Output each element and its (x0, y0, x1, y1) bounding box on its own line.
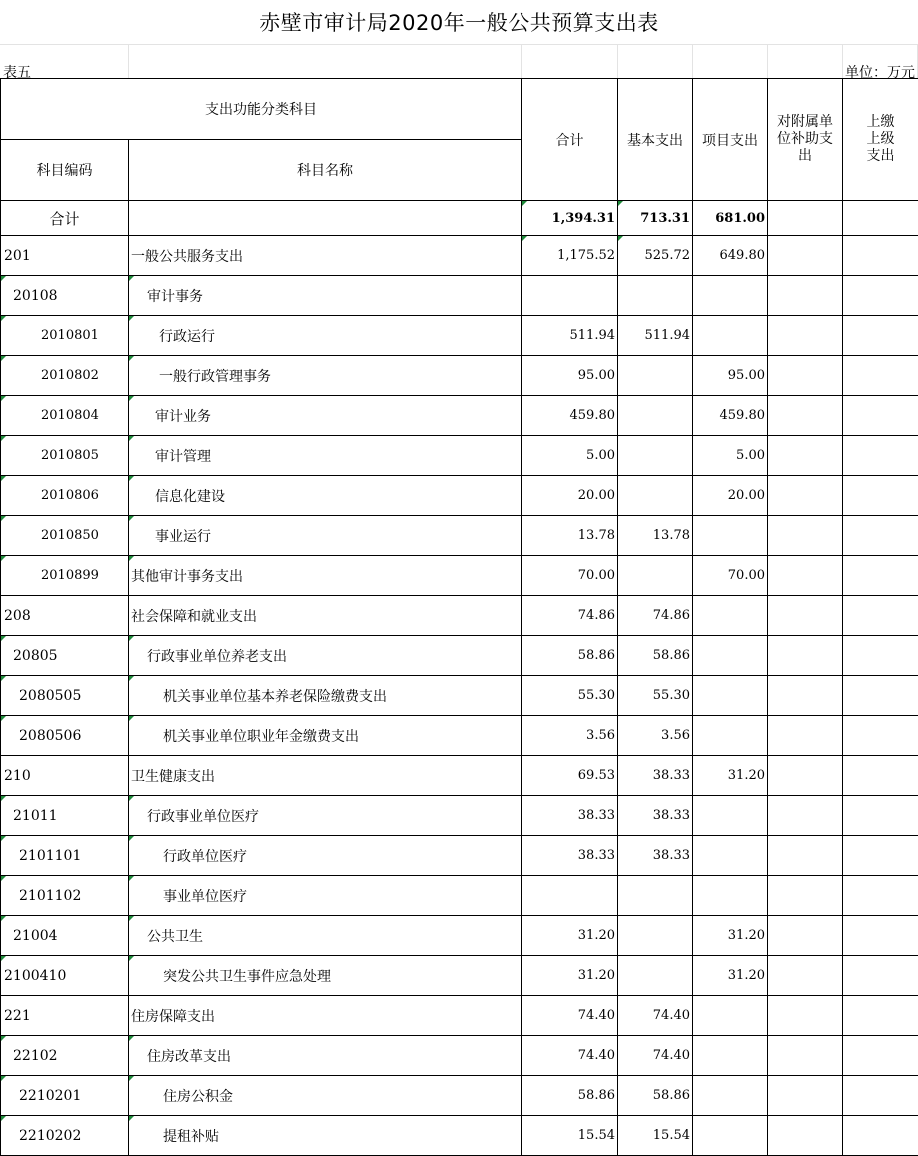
account-code-cell[interactable]: 21011 (1, 796, 129, 836)
amount-subsidy-cell[interactable] (768, 996, 843, 1036)
amount-basic-cell[interactable] (618, 436, 693, 476)
amount-remit-cell[interactable] (843, 836, 918, 876)
account-name-cell[interactable]: 提租补贴 (129, 1116, 522, 1156)
amount-project-cell[interactable]: 20.00 (693, 476, 768, 516)
amount-subsidy-cell[interactable] (768, 316, 843, 356)
header-total[interactable]: 合计 (522, 79, 618, 201)
account-name-cell[interactable]: 事业运行 (129, 516, 522, 556)
account-name-cell[interactable]: 事业单位医疗 (129, 876, 522, 916)
amount-basic-cell[interactable] (618, 276, 693, 316)
account-name-cell[interactable]: 社会保障和就业支出 (129, 596, 522, 636)
header-function-category[interactable]: 支出功能分类科目 (1, 79, 522, 140)
amount-basic-cell[interactable] (618, 356, 693, 396)
header-remit-label: 上缴上级支出 (866, 114, 895, 164)
header-basic[interactable]: 基本支出 (618, 79, 693, 201)
amount-project-cell[interactable] (693, 836, 768, 876)
amount-project-cell[interactable]: 70.00 (693, 556, 768, 596)
account-code-cell[interactable]: 21004 (1, 916, 129, 956)
amount-total-cell[interactable] (522, 276, 618, 316)
amount-total-cell[interactable]: 38.33 (522, 796, 618, 836)
account-code-cell[interactable]: 2010804 (1, 396, 129, 436)
total-project[interactable]: 681.00 (693, 201, 768, 236)
header-project[interactable]: 项目支出 (693, 79, 768, 201)
amount-basic-cell[interactable]: 74.40 (618, 1036, 693, 1076)
table-row (1, 516, 918, 556)
amount-project-cell[interactable]: 95.00 (693, 356, 768, 396)
table-row (1, 596, 918, 636)
account-code-cell[interactable]: 2010850 (1, 516, 129, 556)
amount-remit-cell[interactable] (843, 356, 918, 396)
amount-subsidy-cell[interactable] (768, 1036, 843, 1076)
account-code-cell[interactable]: 2010899 (1, 556, 129, 596)
account-code-cell[interactable]: 20108 (1, 276, 129, 316)
table-row (1, 636, 918, 676)
amount-project-cell[interactable] (693, 876, 768, 916)
amount-total-cell[interactable]: 20.00 (522, 476, 618, 516)
table-row (1, 756, 918, 796)
amount-total-cell[interactable]: 5.00 (522, 436, 618, 476)
account-name-cell[interactable]: 住房保障支出 (129, 996, 522, 1036)
account-code-cell[interactable]: 2010806 (1, 476, 129, 516)
account-code-cell[interactable]: 2010802 (1, 356, 129, 396)
amount-remit-cell[interactable] (843, 396, 918, 436)
amount-remit-cell[interactable] (843, 956, 918, 996)
amount-subsidy-cell[interactable] (768, 836, 843, 876)
amount-project-cell[interactable] (693, 796, 768, 836)
account-name-cell[interactable]: 住房公积金 (129, 1076, 522, 1116)
amount-project-cell[interactable] (693, 996, 768, 1036)
amount-remit-cell[interactable] (843, 996, 918, 1036)
account-name-cell[interactable]: 信息化建设 (129, 476, 522, 516)
table-row (1, 476, 918, 516)
amount-basic-cell[interactable] (618, 956, 693, 996)
account-name-cell[interactable]: 其他审计事务支出 (129, 556, 522, 596)
amount-basic-cell[interactable]: 525.72 (618, 236, 693, 276)
table-row (1, 996, 918, 1036)
table-row (1, 1076, 918, 1116)
account-name-cell[interactable]: 审计管理 (129, 436, 522, 476)
account-name-cell[interactable]: 住房改革支出 (129, 1036, 522, 1076)
amount-subsidy-cell[interactable] (768, 956, 843, 996)
amount-total-cell[interactable]: 95.00 (522, 356, 618, 396)
amount-remit-cell[interactable] (843, 436, 918, 476)
amount-remit-cell[interactable] (843, 516, 918, 556)
amount-project-cell[interactable]: 5.00 (693, 436, 768, 476)
amount-remit-cell[interactable] (843, 756, 918, 796)
account-code-cell[interactable]: 2101101 (1, 836, 129, 876)
account-name-cell[interactable]: 行政事业单位医疗 (129, 796, 522, 836)
amount-basic-cell[interactable] (618, 916, 693, 956)
account-name-cell[interactable]: 卫生健康支出 (129, 756, 522, 796)
amount-remit-cell[interactable] (843, 876, 918, 916)
account-name-cell[interactable]: 审计业务 (129, 396, 522, 436)
amount-remit-cell[interactable] (843, 916, 918, 956)
table-row (1, 276, 918, 316)
amount-project-cell[interactable] (693, 1116, 768, 1156)
total-subsidy[interactable] (768, 201, 843, 236)
account-code-cell[interactable]: 2080506 (1, 716, 129, 756)
account-name-cell[interactable]: 公共卫生 (129, 916, 522, 956)
header-code[interactable]: 科目编码 (1, 140, 129, 201)
amount-total-cell[interactable]: 58.86 (522, 636, 618, 676)
amount-remit-cell[interactable] (843, 716, 918, 756)
amount-basic-cell[interactable]: 55.30 (618, 676, 693, 716)
amount-total-cell[interactable]: 459.80 (522, 396, 618, 436)
amount-total-cell[interactable]: 31.20 (522, 956, 618, 996)
account-code-cell[interactable]: 2101102 (1, 876, 129, 916)
total-sum[interactable]: 1,394.31 (522, 201, 618, 236)
amount-basic-cell[interactable]: 15.54 (618, 1116, 693, 1156)
amount-subsidy-cell[interactable] (768, 236, 843, 276)
amount-subsidy-cell[interactable] (768, 556, 843, 596)
amount-total-cell[interactable]: 15.54 (522, 1116, 618, 1156)
amount-basic-cell[interactable] (618, 476, 693, 516)
table-row (1, 836, 918, 876)
amount-project-cell[interactable]: 459.80 (693, 396, 768, 436)
amount-remit-cell[interactable] (843, 1076, 918, 1116)
amount-basic-cell[interactable]: 38.33 (618, 796, 693, 836)
amount-project-cell[interactable] (693, 636, 768, 676)
amount-project-cell[interactable] (693, 676, 768, 716)
account-name-cell[interactable]: 行政运行 (129, 316, 522, 356)
total-name-cell[interactable] (129, 201, 522, 236)
account-name-cell[interactable]: 审计事务 (129, 276, 522, 316)
amount-project-cell[interactable] (693, 596, 768, 636)
amount-total-cell[interactable]: 74.40 (522, 1036, 618, 1076)
amount-basic-cell[interactable] (618, 876, 693, 916)
amount-basic-cell[interactable] (618, 556, 693, 596)
amount-remit-cell[interactable] (843, 316, 918, 356)
amount-total-cell[interactable]: 13.78 (522, 516, 618, 556)
amount-subsidy-cell[interactable] (768, 1116, 843, 1156)
amount-total-cell[interactable]: 3.56 (522, 716, 618, 756)
amount-basic-cell[interactable]: 58.86 (618, 636, 693, 676)
amount-remit-cell[interactable] (843, 1116, 918, 1156)
amount-remit-cell[interactable] (843, 796, 918, 836)
grid-line (0, 44, 918, 45)
amount-project-cell[interactable]: 649.80 (693, 236, 768, 276)
amount-basic-cell[interactable]: 74.40 (618, 996, 693, 1036)
amount-subsidy-cell[interactable] (768, 876, 843, 916)
table-row (1, 876, 918, 916)
account-code-cell[interactable]: 221 (1, 996, 129, 1036)
amount-project-cell[interactable]: 31.20 (693, 916, 768, 956)
account-code-cell[interactable]: 208 (1, 596, 129, 636)
amount-remit-cell[interactable] (843, 476, 918, 516)
account-code-cell[interactable]: 22102 (1, 1036, 129, 1076)
amount-project-cell[interactable] (693, 1036, 768, 1076)
amount-project-cell[interactable]: 31.20 (693, 756, 768, 796)
table-row (1, 236, 918, 276)
amount-basic-cell[interactable]: 74.86 (618, 596, 693, 636)
amount-project-cell[interactable]: 31.20 (693, 956, 768, 996)
table-row (1, 916, 918, 956)
header-subsidy[interactable] (768, 79, 843, 201)
amount-project-cell[interactable] (693, 1076, 768, 1116)
amount-basic-cell[interactable] (618, 396, 693, 436)
amount-remit-cell[interactable] (843, 596, 918, 636)
header-name[interactable]: 科目名称 (129, 140, 522, 201)
amount-subsidy-cell[interactable] (768, 356, 843, 396)
amount-subsidy-cell[interactable] (768, 756, 843, 796)
amount-total-cell[interactable]: 58.86 (522, 1076, 618, 1116)
amount-total-cell[interactable]: 31.20 (522, 916, 618, 956)
amount-basic-cell[interactable]: 38.33 (618, 756, 693, 796)
amount-subsidy-cell[interactable] (768, 636, 843, 676)
unit-label: 单位：万元 (845, 65, 915, 81)
amount-remit-cell[interactable] (843, 236, 918, 276)
table-number: 表五 (3, 65, 31, 81)
amount-basic-cell[interactable]: 38.33 (618, 836, 693, 876)
table-row (1, 796, 918, 836)
amount-subsidy-cell[interactable] (768, 916, 843, 956)
amount-subsidy-cell[interactable] (768, 796, 843, 836)
total-remit[interactable] (843, 201, 918, 236)
amount-basic-cell[interactable]: 58.86 (618, 1076, 693, 1116)
table-row (1, 1116, 918, 1156)
table-row (1, 1036, 918, 1076)
amount-total-cell[interactable] (522, 876, 618, 916)
account-name-cell[interactable]: 一般行政管理事务 (129, 356, 522, 396)
amount-remit-cell[interactable] (843, 636, 918, 676)
account-code-cell[interactable]: 2210202 (1, 1116, 129, 1156)
table-row (1, 356, 918, 396)
amount-project-cell[interactable] (693, 316, 768, 356)
account-name-cell[interactable]: 机关事业单位基本养老保险缴费支出 (129, 676, 522, 716)
amount-remit-cell[interactable] (843, 276, 918, 316)
table-row (1, 956, 918, 996)
header-subsidy-label: 对附属单位补助支出 (777, 114, 833, 164)
amount-subsidy-cell[interactable] (768, 396, 843, 436)
table-row (1, 316, 918, 356)
header-remit[interactable] (843, 79, 918, 201)
account-code-cell[interactable]: 201 (1, 236, 129, 276)
account-name-cell[interactable]: 行政单位医疗 (129, 836, 522, 876)
amount-total-cell[interactable]: 74.86 (522, 596, 618, 636)
amount-project-cell[interactable] (693, 516, 768, 556)
account-code-cell[interactable]: 2080505 (1, 676, 129, 716)
amount-remit-cell[interactable] (843, 556, 918, 596)
table-row (1, 716, 918, 756)
table-row (1, 556, 918, 596)
account-code-cell[interactable]: 210 (1, 756, 129, 796)
amount-subsidy-cell[interactable] (768, 276, 843, 316)
amount-subsidy-cell[interactable] (768, 596, 843, 636)
total-row (1, 201, 918, 236)
amount-total-cell[interactable]: 38.33 (522, 836, 618, 876)
account-name-cell[interactable]: 突发公共卫生事件应急处理 (129, 956, 522, 996)
table-row (1, 396, 918, 436)
amount-total-cell[interactable]: 1,175.52 (522, 236, 618, 276)
amount-remit-cell[interactable] (843, 676, 918, 716)
amount-basic-cell[interactable]: 511.94 (618, 316, 693, 356)
account-code-cell[interactable]: 20805 (1, 636, 129, 676)
amount-subsidy-cell[interactable] (768, 476, 843, 516)
amount-basic-cell[interactable]: 13.78 (618, 516, 693, 556)
amount-subsidy-cell[interactable] (768, 1076, 843, 1116)
sheet-title: 赤壁市审计局2020年一般公共预算支出表 (259, 11, 659, 35)
amount-subsidy-cell[interactable] (768, 436, 843, 476)
account-code-cell[interactable]: 2010805 (1, 436, 129, 476)
amount-subsidy-cell[interactable] (768, 716, 843, 756)
total-label[interactable]: 合计 (1, 201, 129, 236)
amount-total-cell[interactable]: 74.40 (522, 996, 618, 1036)
account-code-cell[interactable]: 2100410 (1, 956, 129, 996)
budget-table (0, 78, 918, 1156)
amount-subsidy-cell[interactable] (768, 516, 843, 556)
amount-subsidy-cell[interactable] (768, 676, 843, 716)
table-row (1, 436, 918, 476)
table-row (1, 676, 918, 716)
amount-total-cell[interactable]: 55.30 (522, 676, 618, 716)
account-name-cell[interactable]: 一般公共服务支出 (129, 236, 522, 276)
amount-project-cell[interactable] (693, 716, 768, 756)
account-name-cell[interactable]: 行政事业单位养老支出 (129, 636, 522, 676)
amount-total-cell[interactable]: 70.00 (522, 556, 618, 596)
total-basic[interactable]: 713.31 (618, 201, 693, 236)
blank-grid-row (0, 44, 918, 78)
amount-total-cell[interactable]: 69.53 (522, 756, 618, 796)
table-body (1, 236, 918, 1156)
amount-basic-cell[interactable]: 3.56 (618, 716, 693, 756)
account-code-cell[interactable]: 2210201 (1, 1076, 129, 1116)
amount-remit-cell[interactable] (843, 1036, 918, 1076)
amount-project-cell[interactable] (693, 276, 768, 316)
account-name-cell[interactable]: 机关事业单位职业年金缴费支出 (129, 716, 522, 756)
amount-total-cell[interactable]: 511.94 (522, 316, 618, 356)
account-code-cell[interactable]: 2010801 (1, 316, 129, 356)
